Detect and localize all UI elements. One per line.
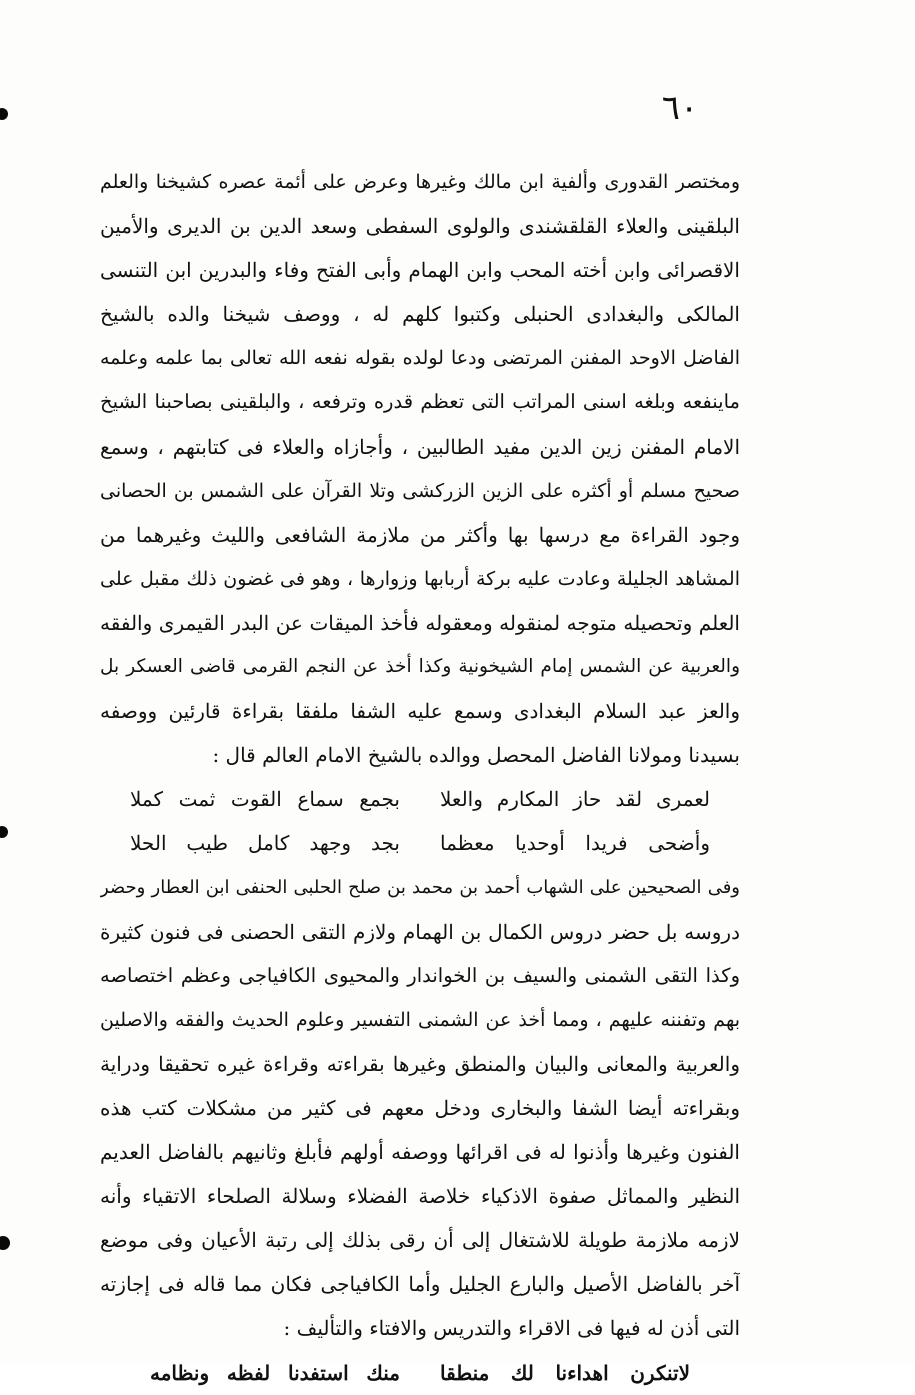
text-line: آخر بالفاضل الأصيل والبارع الجليل وأما الكافياجى فكان مما قاله فى إجازته [100,1272,740,1297]
text-line: التى أذن له فيها فى الاقراء والتدريس والافتاء والتأليف : [283,1316,740,1341]
poem-verse [100,777,740,821]
text-line: الفاضل الاوحد المفنن المرتضى ودعا لولده بقوله نفعه الله تعالى بما علمه وعلمه [100,347,740,370]
text-line: بهم وتفننه عليهم ، ومما أخذ عن الشمنى التفسير وعلوم الحديث والفقه والاصلين [100,1008,740,1031]
poem-verse [100,821,740,865]
verse-second-hemistich: بجد وجهد كامل طيب الحلا [130,831,400,856]
text-line: والعز عبد السلام البغدادى وسمع عليه الشفا ملفقا بقراءة قارئين ووصفه [100,699,740,724]
text-line: وجود القراءة مع درسها بها وأكثر من ملازمة الشافعى والليث وغيرهما من [100,522,740,547]
text-line: العلم وتحصيله متوجه لمنقوله ومعقوله فأخذ الميقات عن البدر القيمرى والفقه [100,610,740,635]
verse-first-hemistich: لاتنكرن اهداءنا لك منطقا [440,1360,690,1385]
binding-hole-mark [0,826,8,838]
page-number: ٦٠ [661,88,699,128]
text-line: ومختصر القدورى وألفية ابن مالك وغيرها وعرض على أئمة عصره كشيخنا والعلم [100,171,740,193]
text-line: الاقصرائى وابن أخته المحب وابن الهمام وأبى الفتح وفاء والبدرين ابن التنسى [100,258,740,283]
text-line: صحيح مسلم أو أكثره على الزين الزركشى وتلا القرآن على الشمس بن الحصانى [100,479,740,502]
text-line: وبقراءته أيضا الشفا والبخارى ودخل معهم فى كثير من مشكلات كتب هذه [100,1095,740,1120]
text-line: المشاهد الجليلة وعادت عليه بركة أربابها وزوارها ، وهو فى غضون ذلك مقبل على [100,567,740,590]
text-line: ماينفعه وبلغه اسنى المراتب التى تعظم قدره وترفعه ، والبلقينى بصاحبنا الشيخ [100,390,740,414]
binding-hole-mark [0,1236,10,1250]
main-text [100,160,740,1395]
text-line: لازمه ملازمة طويلة للاشتغال إلى أن رقى بذلك إلى رتبة الأعيان وفى موضع [100,1228,740,1253]
text-line: الفنون وغيرها وأذنوا له فى اقرائها ووصفه أولهم فأبلغ وثانيهم بالفاضل العديم [100,1140,740,1165]
text-line: وفى الصحيحين على الشهاب أحمد بن محمد بن صلح الحلبى الحنفى ابن العطار وحضر [100,876,740,898]
text-line: بسيدنا ومولانا الفاضل المحصل ووالده بالشيخ الامام العالم قال : [212,743,740,768]
text-line: النظير والمماثل صفوة الاذكياء خلاصة الفضلاء وسلالة الصلحاء الاتقياء وأنه [100,1184,740,1209]
text-line: المالكى والبغدادى الحنبلى وكتبوا كلهم له ، ووصف شيخنا والده بالشيخ [100,302,740,327]
verse-second-hemistich: منك استفدنا لفظه ونظامه [150,1360,400,1385]
text-line: البلقينى والعلاء القلقشندى والولوى السفطى وسعد الدين بن الديرى والأمين [100,214,740,239]
poem-verse [100,1351,740,1395]
verse-first-hemistich: وأضحى فريدا أوحديا معظما [440,831,710,856]
text-line: والعربية والمعانى والبيان والمنطق وغيرها بقراءته وقراءة غيره تحقيقا ودراية [100,1051,740,1076]
text-line: الامام المفنن زين الدين مفيد الطالبين ، وأجازاه والعلاء فى كتابتهم ، وسمع [100,434,740,459]
binding-hole-mark [0,108,8,120]
text-line: والعربية عن الشمس إمام الشيخونية وكذا أخذ عن النجم القرمى قاضى العسكر بل [100,656,740,678]
text-line: وكذا التقى الشمنى والسيف بن الخواندار والمحيوى الكافياجى وعظم اختصاصه [100,963,740,987]
text-line: دروسه بل حضر دروس الكمال بن الهمام ولازم التقى الحصنى فى فنون كثيرة [100,919,740,944]
verse-second-hemistich: بجمع سماع القوت ثمت كملا [130,787,400,812]
verse-first-hemistich: لعمرى لقد حاز المكارم والعلا [440,787,710,812]
